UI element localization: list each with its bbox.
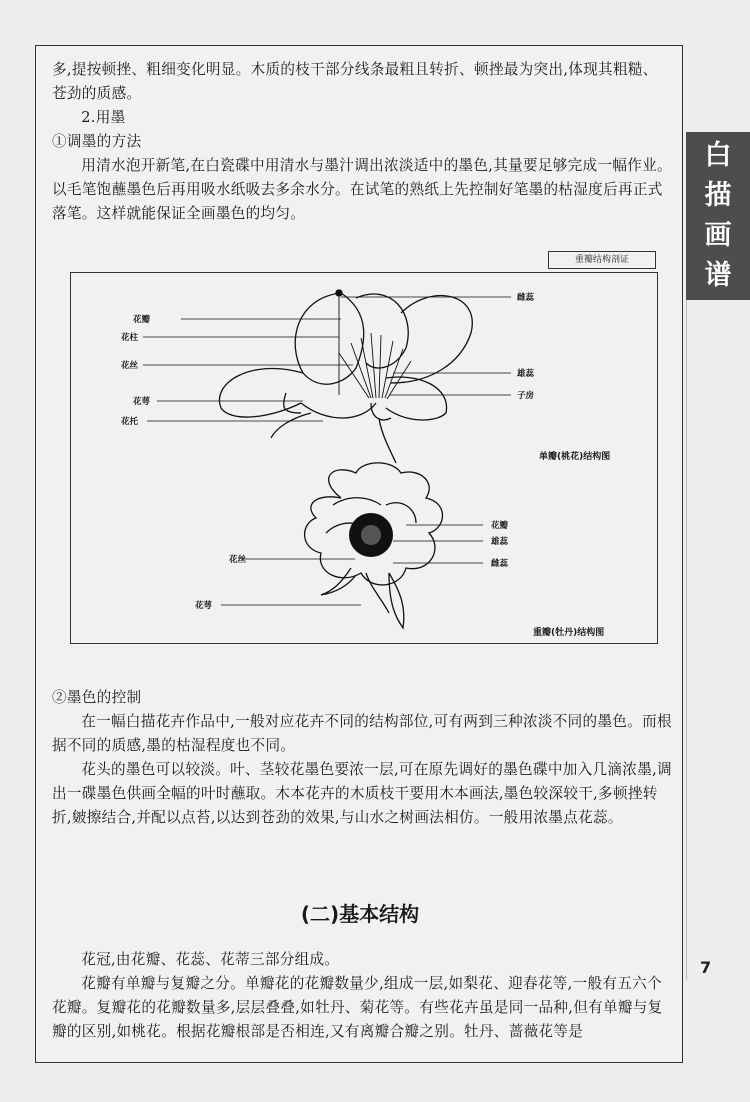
ink-control-section: [52, 686, 672, 830]
paragraph: 用清水泡开新笔,在白瓷碟中用清水与墨汁调出浓淡适中的墨色,其量要足够完成一幅作业。以毛笔饱蘸墨色后再用吸水纸吸去多余水分。在试笔的熟纸上先控制好笔墨的枯湿度后再正式落笔。这样就能保证全画墨色的均匀。: [52, 157, 672, 222]
label-pistil-2: 雌蕊: [491, 559, 509, 569]
basic-structure-text: [52, 948, 672, 1044]
label-pistil: 雌蕊: [517, 293, 535, 303]
paragraph: 花冠,由花瓣、花蕊、花蒂三部分组成。: [81, 951, 340, 968]
side-tab-char: 谱: [704, 260, 732, 291]
label-sepal-2: 花萼: [195, 601, 213, 611]
label-filament-2: 花丝: [229, 555, 247, 565]
label-petal-2: 花瓣: [491, 521, 509, 531]
side-tab: [686, 132, 750, 300]
label-petal: 花瓣: [133, 315, 151, 325]
subheading-mix-ink: ①调墨的方法: [52, 133, 142, 150]
label-style: 花柱: [121, 333, 139, 343]
subheading-ink-control: ②墨色的控制: [52, 689, 142, 706]
caption-double-petal: 重瓣(牡丹)结构图: [533, 628, 605, 638]
subheading-use-ink: 2.用墨: [81, 109, 126, 126]
label-filament: 花丝: [121, 361, 139, 371]
label-ovary: 子房: [517, 391, 535, 401]
paragraph: 多,提按顿挫、粗细变化明显。木质的枝干部分线条最粗且转折、顿挫最为突出,体现其粗糙、苍劲的质感。: [52, 61, 658, 102]
label-sepal: 花萼: [133, 397, 151, 407]
side-tab-char: 画: [704, 220, 732, 251]
side-tab-char: 白: [704, 140, 732, 171]
side-tab-char: 描: [704, 180, 732, 211]
caption-single-petal: 单瓣(桃花)结构图: [539, 452, 611, 462]
page-number: 7: [700, 958, 712, 977]
flower-structure-figure: [70, 272, 658, 644]
margin-rule: [686, 300, 687, 980]
label-stamen-2: 雄蕊: [491, 537, 509, 547]
intro-text: [52, 58, 672, 226]
paragraph: 花瓣有单瓣与复瓣之分。单瓣花的花瓣数量少,组成一层,如梨花、迎春花等,一般有五六个花瓣。复瓣花的花瓣数量多,层层叠叠,如牡丹、菊花等。有些花卉虽是同一品种,但有单瓣与复瓣的区别,如桃花。根据花瓣根部是否相连,又有离瓣合瓣之别。牡丹、蔷薇花等是: [52, 975, 663, 1040]
paragraph: 在一幅白描花卉作品中,一般对应花卉不同的结构部位,可有两到三种浓淡不同的墨色。而根据不同的质感,墨的枯湿程度也不同。: [52, 713, 672, 754]
section-title: (二)基本结构: [300, 902, 420, 926]
label-stamen: 雄蕊: [517, 369, 535, 379]
label-receptacle: 花托: [121, 417, 139, 427]
paragraph: 花头的墨色可以较淡。叶、茎较花墨色要浓一层,可在原先调好的墨色碟中加入几滴浓墨,调出一碟墨色供画全幅的叶时蘸取。木本花卉的木质枝干要用木本画法,墨色较深较干,多顿挫转折,皴擦结合,并配以点苔,以达到苍劲的效果,与山水之树画法相仿。一般用浓墨点花蕊。: [52, 761, 672, 826]
figure-tag: 重瓣结构剖证: [548, 251, 656, 269]
